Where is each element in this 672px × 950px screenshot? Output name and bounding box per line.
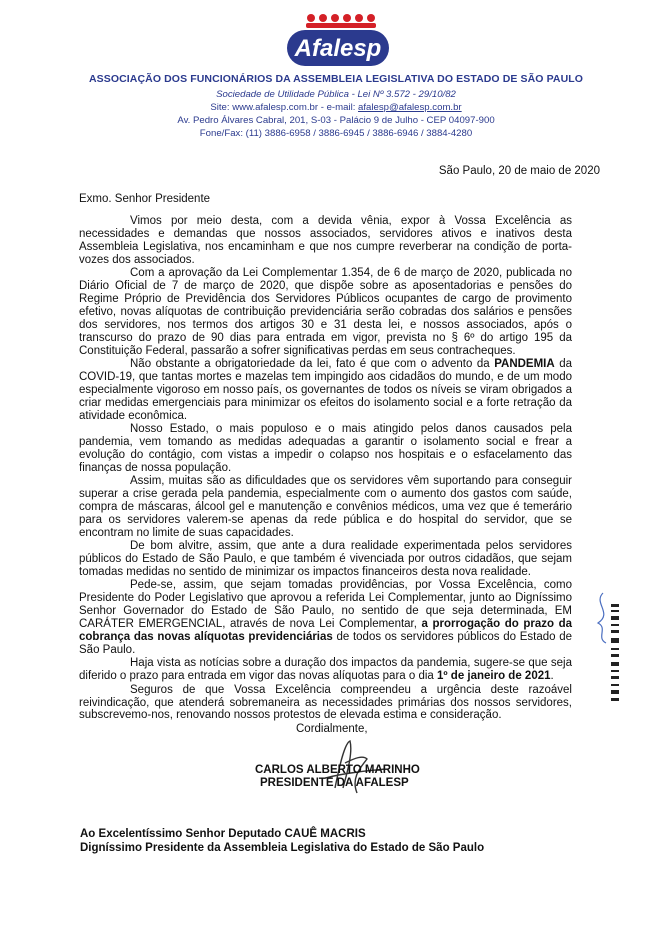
paragraph-2: Com a aprovação da Lei Complementar 1.354, de 6 de março de 2020, publicada no Diário Oficial de 7 de março de 2020, que dispõe sobre as aposentadorias e pensões do Regime Próprio de Previdência dos Servidores Públicos ocupantes de cargo de provimento efetivo, novas alíquotas de contribuição previdenciária serão cobradas dos salários e pensões dos servidores, nos termos dos artigos 30 e 31 desta lei, e nossos associados, após o transcurso do prazo de 90 dias para entrada em vigor, prevista no § 6º do artigo 195 da Constituição Federal, passarão a sofrer significativas perdas em seus contracheques. xyxy=(79,267,572,357)
paragraph-8 xyxy=(79,657,572,683)
paragraph-6: De bom alvitre, assim, que ante a dura realidade experimentada pelos servidores públicos do Estado de São Paulo, e que também é vivenciada por outros cidadãos, que sejam tomadas medidas no sentido de minimizar os impactos financeiros desta nova realidade. xyxy=(79,540,572,578)
p8-text-a: Haja vista as notícias sobre a duração dos impactos da pandemia, sugere-se que seja diferido o prazo para entrada em vigor das novas alíquotas para o dia xyxy=(79,657,572,683)
paragraph-4: Nosso Estado, o mais populoso e o mais atingido pelos danos causados pela pandemia, vem tomando as medidas adequadas a garantir o isolamento social e frear a evolução do contágio, com vistas a impedir o colapso nos hospitais e o esfacelamento das finanças de nossa população. xyxy=(79,423,572,474)
association-phones: Fone/Fax: (11) 3886-6958 / 3886-6945 / 3886-6946 / 3884-4280 xyxy=(199,128,473,139)
paragraph-3 xyxy=(79,358,572,423)
association-subtitle: Sociedade de Utilidade Pública - Lei Nº 3.572 - 29/10/82 xyxy=(216,89,456,100)
p7-bold: a prorrogação do prazo da cobrança das novas alíquotas previdenciárias xyxy=(79,618,572,643)
association-title: ASSOCIAÇÃO DOS FUNCIONÁRIOS DA ASSEMBLEIA LEGISLATIVA DO ESTADO DE SÃO PAULO xyxy=(88,73,584,85)
p7-text-c: de todos os servidores públicos do Estado de São Paulo. xyxy=(79,631,572,656)
p3-text-a: Não obstante a obrigatoriedade da lei, fato é que com o advento da xyxy=(130,357,495,370)
paragraph-9: Seguros de que Vossa Excelência compreendeu a urgência deste razoável reivindicação, que atenderá sobremaneira as necessidades primárias dos nossos servidores, subscrevemo-nos, renovando nossos protestos de elevada estima e consideração. xyxy=(79,683,572,722)
email-link[interactable]: afalesp@afalesp.com.br xyxy=(358,102,462,113)
letter-body xyxy=(79,215,572,723)
afalesp-logo xyxy=(283,10,393,72)
recipient-line-2: Digníssimo Presidente da Assembleia Legislativa do Estado de São Paulo xyxy=(80,842,485,854)
paragraph-7 xyxy=(79,579,572,656)
p3-text-c: da COVID-19, que tantas mortes e mazelas tem impingido aos cidadãos do mundo, e de um modo especialmente vigoroso em nosso país, os governantes de todos os níveis se viram obrigados a criar medidas emergenciais para minimizar os efeitos do isolamento social e a forte retração da atividade econômica. xyxy=(79,357,572,422)
closing: Cordialmente, xyxy=(296,723,368,735)
paragraph-1: Vimos por meio desta, com a devida vênia, expor à Vossa Excelência as necessidades e demandas que nossos associados, servidores ativos e inativos desta Assembleia Legislativa, nos encaminham e que nos cumpre reverberar na condição de porta-vozes dos associados. xyxy=(79,215,572,266)
site-text: Site: www.afalesp.com.br - e-mail: xyxy=(210,102,359,113)
protocol-stamp xyxy=(608,600,622,710)
signer-name: CARLOS ALBERTO MARINHO xyxy=(255,764,420,776)
p3-bold: PANDEMIA xyxy=(494,357,555,370)
people-icon xyxy=(306,14,376,28)
recipient-line-1: Ao Excelentíssimo Senhor Deputado CAUÊ MACRIS xyxy=(80,828,366,840)
letter-greeting: Exmo. Senhor Presidente xyxy=(79,193,211,205)
signer-role: PRESIDENTE DA AFALESP xyxy=(260,777,409,789)
logo-text: Afalesp xyxy=(294,35,382,62)
p8-text-c: . xyxy=(550,670,554,683)
association-address: Av. Pedro Álvares Cabral, 201, S-03 - Palácio 9 de Julho - CEP 04097-900 xyxy=(177,115,495,126)
p7-text-a: Pede-se, assim, que sejam tomadas providências, por Vossa Excelência, como Presidente do Poder Legislativo que aprovou a referida Lei Complementar, junto ao Digníssimo Senhor Governador do Estado de São Paulo, no sentido de que seja determinada, EM CARÁTER EMERGENCIAL, através de nova Lei Complementar, xyxy=(79,579,572,631)
paragraph-5: Assim, muitas são as dificuldades que os servidores vêm suportando para conseguir superar a crise gerada pela pandemia, especialmente com o aumento dos gastos com saúde, compra de máscaras, álcool gel e manutenção e convênios médicos, uma vez que é temerário para os servidores valerem-se apenas da rede pública e do hospital do servidor, que se encontram no limite de suas capacidades. xyxy=(79,475,572,539)
contact-site-line xyxy=(0,101,672,114)
letter-date: São Paulo, 20 de maio de 2020 xyxy=(438,165,600,177)
p8-bold: 1º de janeiro de 2021 xyxy=(437,670,551,683)
